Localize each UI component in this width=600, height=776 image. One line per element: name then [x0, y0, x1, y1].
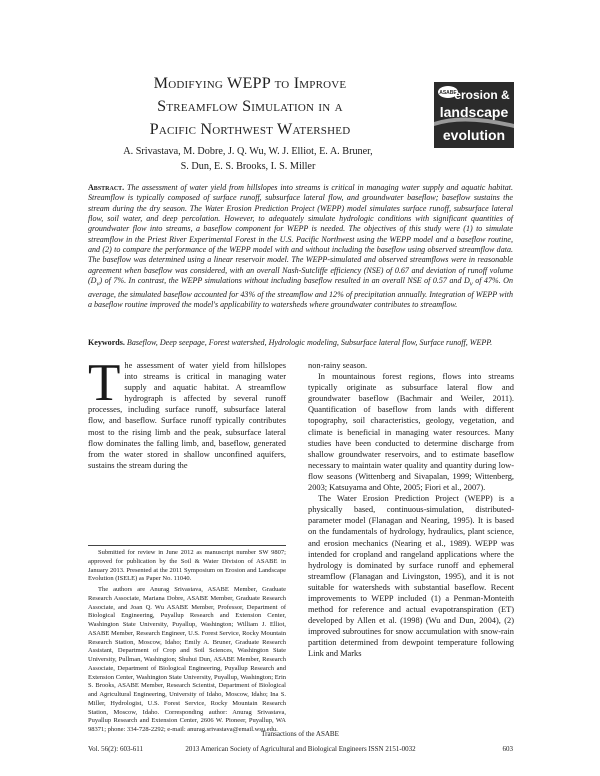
abstract-subscript: v — [96, 280, 100, 288]
keywords-text: Baseflow, Deep seepage, Forest watershed, Hydrologic modeling, Subsurface lateral flow, Surface runoff, WEPP. — [124, 338, 493, 347]
footer-copyright: 2013 American Society of Agricultural and Biological Engineers ISSN 2151-0032 — [185, 745, 416, 753]
body-paragraph: non-rainy season. — [308, 361, 368, 370]
intro-paragraph — [88, 354, 286, 471]
logo-text-line1: erosion & — [454, 88, 510, 102]
body-paragraph: The Water Erosion Prediction Project (WEPP) is a physically based, continuous-simulation, distributed-parameter model (Flanagan and Nearing, 1995). It is based on the fundamentals of hydrology, hydraulics, plant science, and erosion mechanics (Nearing et al., 1989). WEPP was intended for cropland and rangeland applications where the hydrology is dominated by surface runoff and ephemeral streamflow (Flanagan and Livingston, 1995), and it is not suitable for watersheds with substantial baseflow. Recent improvements to WEPP included (1) a Penman-Monteith method for reference and actual evapotranspiration (ET) developed by Allen et al. (1998) (Wu and Dun, 2004), (2) improved subroutines for snow accumulation with snow-rain partition determined from dewpoint temperature following Link and Marks — [308, 494, 514, 659]
logo-text-line3: evolution — [442, 127, 506, 143]
paper-title — [100, 72, 400, 141]
abstract-text-3: of 47%. On average, the simulated baseflow accounted for 43% of the streamflow and 12% of precipitation annually. Integration of WEPP with a baseflow routine improved the model's applicability to watersheds where groundwater contributes to streamflow. — [88, 276, 513, 310]
abstract-label: Abstract. — [88, 183, 125, 192]
body-column-left — [88, 354, 286, 471]
intro-paragraph-text: he assessment of water yield from hillslopes into streams is critical in managing water supply and aquatic habitat. A streamflow hydrograph is affected by several runoff processes, including surface runoff, subsurface lateral flow, and baseflow. Surface runoff typically contributes most to the rising limb and the peak, subsurface lateral flow dominates the falling limb, and, baseflow, generated from the water stored in shallow unconfined aquifers, sustains the stream during the — [88, 361, 286, 470]
title-line: Streamflow Simulation in a — [157, 97, 343, 115]
drop-cap: T — [88, 354, 121, 412]
footer-volume: Vol. 56(2): 603-611 — [88, 745, 144, 753]
title-line: Pacific Northwest Watershed — [149, 120, 351, 138]
footnote — [88, 549, 286, 737]
author-line: S. Dun, E. S. Brooks, I. S. Miller — [180, 161, 316, 172]
abstract-subscript-2: v — [469, 280, 473, 288]
footer-journal-name: Transactions of the ASABE — [261, 730, 339, 738]
abstract-text: The assessment of water yield from hillslopes into streams is critical in managing water supply and aquatic habitat. Streamflow is typically composed of surface runoff, subsurface lateral flow, and groundwater baseflow; baseflow sustains the stream during the dry season. The Water Erosion Prediction Project (WEPP) model simulates surface runoff, subsurface lateral flow, soil water, and deep percolation. However, to adequately simulate hydrologic conditions with significant quantities of groundwater flow into streams, a baseflow component for WEPP is needed. The objectives of this study were (1) to simulate streamflow in the Priest River Experimental Forest in the U.S. Pacific Northwest using the WEPP model and a baseflow routine, and (2) to compare the performance of the WEPP model with and without including the baseflow using observed streamflow data. The baseflow was determined using a linear reservoir model. The WEPP-simulated and observed streamflows were in reasonable agreement when baseflow was considered, with an overall Nash-Sutcliffe efficiency (NSE) of 0.67 and deviation of runoff volume (D — [88, 183, 513, 286]
footnote-submission: Submitted for review in June 2012 as manuscript number SW 9807; approved for publication by the Soil & Water Division of ASABE in January 2013. Presented at the 2011 Symposium on Erosion and Landscape Evolution (ISELE) as Paper No. 11040. — [88, 549, 286, 583]
erosion-landscape-evolution-logo — [434, 82, 514, 148]
footnote-authors: The authors are Anurag Srivastava, ASABE Member, Graduate Research Associate, Mariana Dobre, ASABE Member, Graduate Research Associate, and Joan Q. Wu ASABE Member, Professor, Department of Biological Engineering, Puyallup Research and Extension Center, Washington State University, Puyallup, Washington; William J. Elliot, ASABE Member, Research Engineer, U.S. Forest Service, Rocky Mountain Research Station, Moscow, Idaho; Emily A. Bruner, Graduate Research Assistant, Department of Crop and Soil Sciences, Washington State University, Pullman, Washington; Shuhui Dun, ASABE Member, Research Associate, Department of Biological Engineering, Puyallup Research and Extension Center, Washington State University, Puyallup, Washington; Erin S. Brooks, ASABE Member, Research Scientist, Department of Biological and Agricultural Engineering, University of Idaho, Moscow, Idaho; Ina S. Miller, Hydrologist, U.S. Forest Service, Rocky Mountain Research Station, Moscow, Idaho. Corresponding author: Anurag Srivastava, Puyallup Research and Extension Center, 2606 W. Pioneer, Puyallup, WA 98371; phone: 334-728-2292; e-mail: anurag.srivastava@email.wsu.edu. — [88, 586, 286, 733]
author-line: A. Srivastava, M. Dobre, J. Q. Wu, W. J. Elliot, E. A. Bruner, — [123, 146, 373, 157]
abstract — [88, 183, 513, 311]
footnote-rule — [88, 545, 286, 546]
page-number: 603 — [502, 745, 513, 753]
body-column-right — [308, 360, 514, 660]
keywords — [88, 338, 513, 348]
body-paragraph: In mountainous forest regions, flows into streams typically originate as subsurface lateral flow and groundwater baseflow (Bachmair and Weiler, 2011). Quantification of baseflow from lands with different topography, soil characteristics, geology, vegetation, and climate is beneficial in managing water resources. Many studies have been conducted to determine discharge from shallow groundwater reservoirs, and to estimate baseflow necessary to maintain water quality and quantity during low-flow seasons (Wittenberg and Sivapalan, 1999; Wittenberg, 2003; Katsuyama and Ohte, 2005; Fiori et al., 2007). — [308, 372, 514, 493]
author-list — [96, 144, 400, 174]
logo-badge-text: ASABE — [439, 90, 457, 96]
abstract-text-2: ) of 7%. In contrast, the WEPP simulations without including baseflow resulted in an overall NSE of 0.57 and D — [99, 276, 470, 286]
keywords-label: Keywords. — [88, 338, 125, 347]
title-line: Modifying WEPP to Improve — [153, 74, 347, 92]
logo-text-line2: landscape — [439, 104, 509, 120]
